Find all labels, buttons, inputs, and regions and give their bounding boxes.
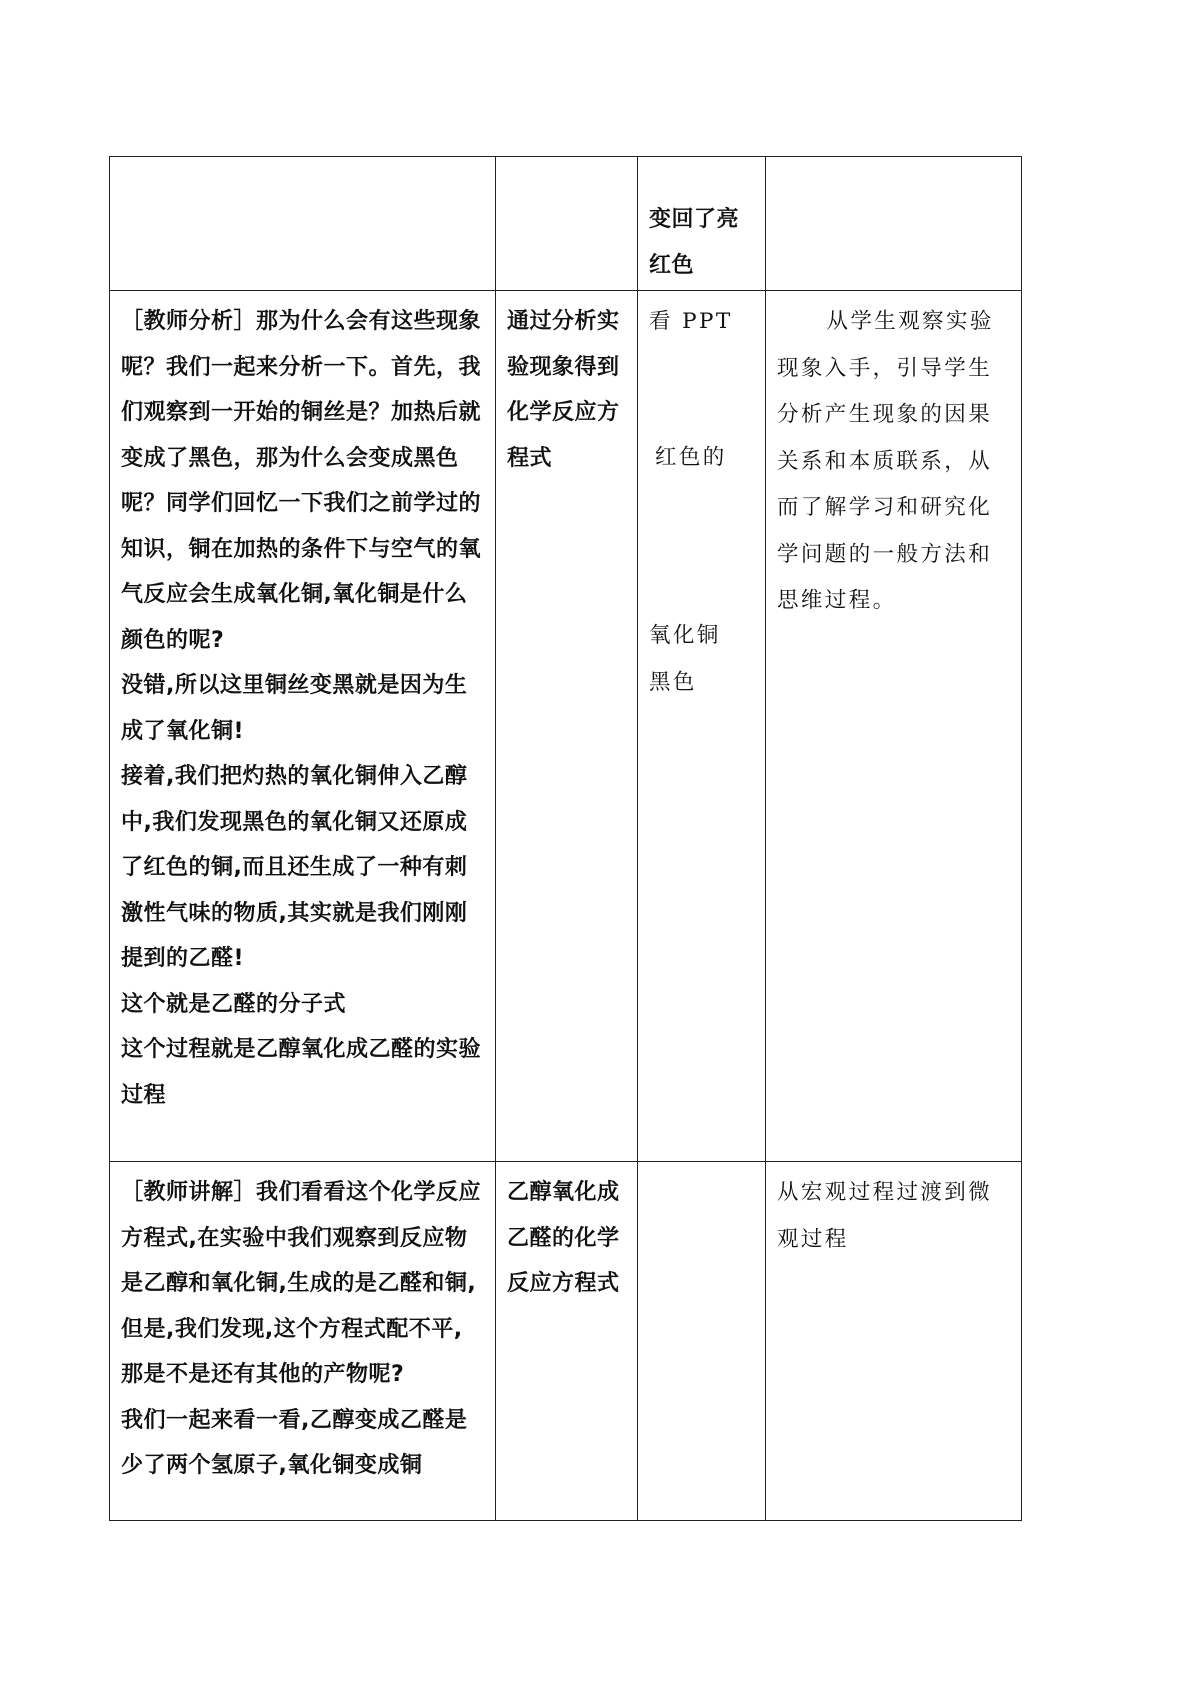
observation-copper-oxide: 氧化铜 — [649, 623, 721, 648]
table-row — [110, 291, 1022, 1162]
teacher-explanation-paragraph: 我们一起来看一看,乙醇变成乙醛是少了两个氢原子,氧化铜变成铜 — [121, 1407, 468, 1478]
goal-cell — [496, 157, 638, 291]
observation-text — [638, 1162, 765, 1170]
teacher-explanation-paragraph: ［教师讲解］我们看看这个化学反应方程式,在实验中我们观察到反应物是乙醇和氧化铜,生成的是乙醛和铜,但是,我们发现,这个方程式配不平,那是不是还有其他的产物呢? — [121, 1180, 482, 1387]
observation-black: 黑色 — [649, 669, 697, 695]
lesson-plan-table — [109, 156, 1022, 1521]
observation-ppt: 看 PPT — [649, 309, 733, 334]
goal-cell — [496, 1162, 638, 1521]
intent-cell — [766, 1162, 1022, 1521]
observation-text: 变回了亮红色 — [649, 207, 740, 278]
observation-cell — [638, 291, 766, 1162]
teacher-activity-cell — [110, 1162, 496, 1521]
teacher-activity-cell — [110, 157, 496, 291]
teacher-analysis-paragraph: ［教师分析］那为什么会有这些现象呢？我们一起来分析一下。首先，我们观察到一开始的铜丝是？加热后就变成了黑色，那为什么会变成黑色呢？同学们回忆一下我们之前学过的知识，铜在加热的条件下与空气的氧气反应会生成氧化铜,氧化铜是什么颜色的呢? — [121, 309, 482, 653]
teacher-analysis-paragraph: 接着,我们把灼热的氧化铜伸入乙醇中,我们发现黑色的氧化铜又还原成了红色的铜,而且还生成了一种有刺激性气味的物质,其实就是我们刚刚提到的乙醛! — [121, 764, 468, 971]
teacher-analysis-paragraph: 这个过程就是乙醇氧化成乙醛的实验过程 — [121, 1037, 482, 1108]
goal-text: 通过分析实验现象得到化学反应方程式 — [507, 309, 620, 471]
table-row — [110, 1162, 1022, 1521]
teacher-analysis-paragraph: 没错,所以这里铜丝变黑就是因为生成了氧化铜! — [121, 673, 468, 744]
observation-cell — [638, 157, 766, 291]
goal-text: 乙醇氧化成乙醛的化学反应方程式 — [507, 1180, 620, 1296]
teacher-analysis-paragraph: 这个就是乙醛的分子式 — [121, 991, 347, 1017]
table-row — [110, 157, 1022, 291]
intent-text: 从宏观过程过渡到微观过程 — [777, 1180, 993, 1252]
intent-text: 从学生观察实验现象入手，引导学生分析产生现象的因果关系和本质联系，从而了解学习和研究化学问题的一般方法和思维过程。 — [777, 309, 994, 613]
intent-cell — [766, 291, 1022, 1162]
intent-cell — [766, 157, 1022, 291]
teacher-activity-cell — [110, 291, 496, 1162]
observation-red: 红色的 — [655, 444, 727, 470]
goal-cell — [496, 291, 638, 1162]
observation-cell — [638, 1162, 766, 1521]
